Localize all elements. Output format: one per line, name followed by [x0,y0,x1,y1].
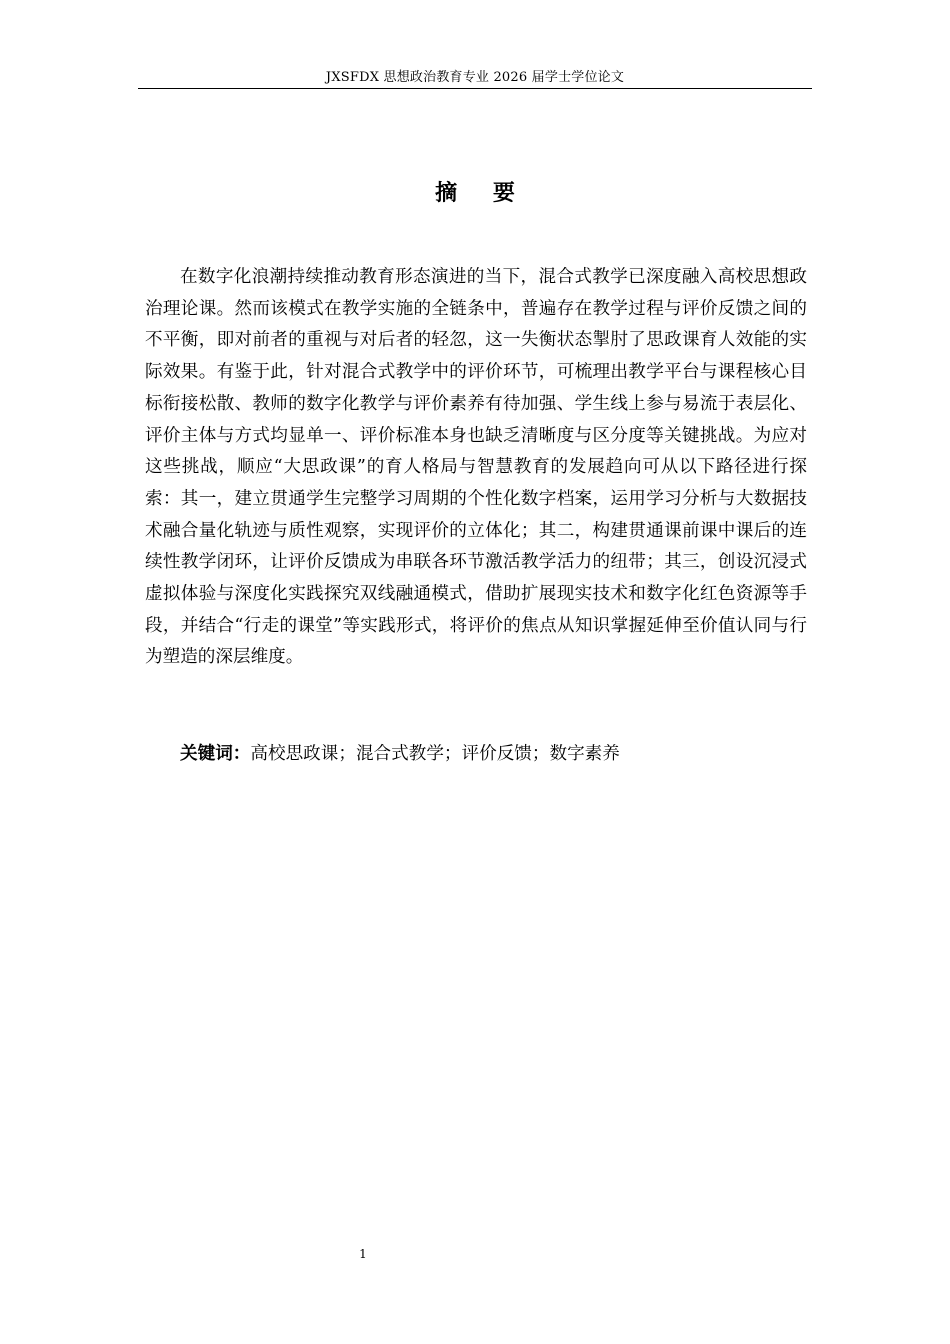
header-rule [138,88,812,89]
keywords-list: 高校思政课；混合式教学；评价反馈；数字素养 [250,744,620,764]
keywords-label: 关键词： [180,744,251,764]
page-number: 1 [359,1247,367,1261]
keywords-line [180,738,810,770]
running-header: JXSFDX 思想政治教育专业 2026 届学士学位论文 [325,70,625,85]
abstract-title: 摘 要 [435,181,529,206]
abstract-body: 在数字化浪潮持续推动教育形态演进的当下，混合式教学已深度融入高校思想政治理论课。然而该模式在教学实施的全链条中，普遍存在教学过程与评价反馈之间的不平衡，即对前者的重视与对后者的轻忽，这一失衡状态掣肘了思政课育人效能的实际效果。有鉴于此，针对混合式教学中的评价环节，可梳理出教学平台与课程核心目标衔接松散、教师的数字化教学与评价素养有待加强、学生线上参与易流于表层化、评价主体与方式均显单一、评价标准本身也缺乏清晰度与区分度等关键挑战。为应对这些挑战，顺应“大思政课”的育人格局与智慧教育的发展趋向可从以下路径进行探索：其一，建立贯通学生完整学习周期的个性化数字档案，运用学习分析与大数据技术融合量化轨迹与质性观察，实现评价的立体化；其二，构建贯通课前课中课后的连续性教学闭环，让评价反馈成为串联各环节激活教学活力的纽带；其三，创设沉浸式虚拟体验与深度化实践探究双线融通模式，借助扩展现实技术和数字化红色资源等手段，并结合“行走的课堂”等实践形式，将评价的焦点从知识掌握延伸至价值认同与行为塑造的深层维度。 [145,267,807,668]
